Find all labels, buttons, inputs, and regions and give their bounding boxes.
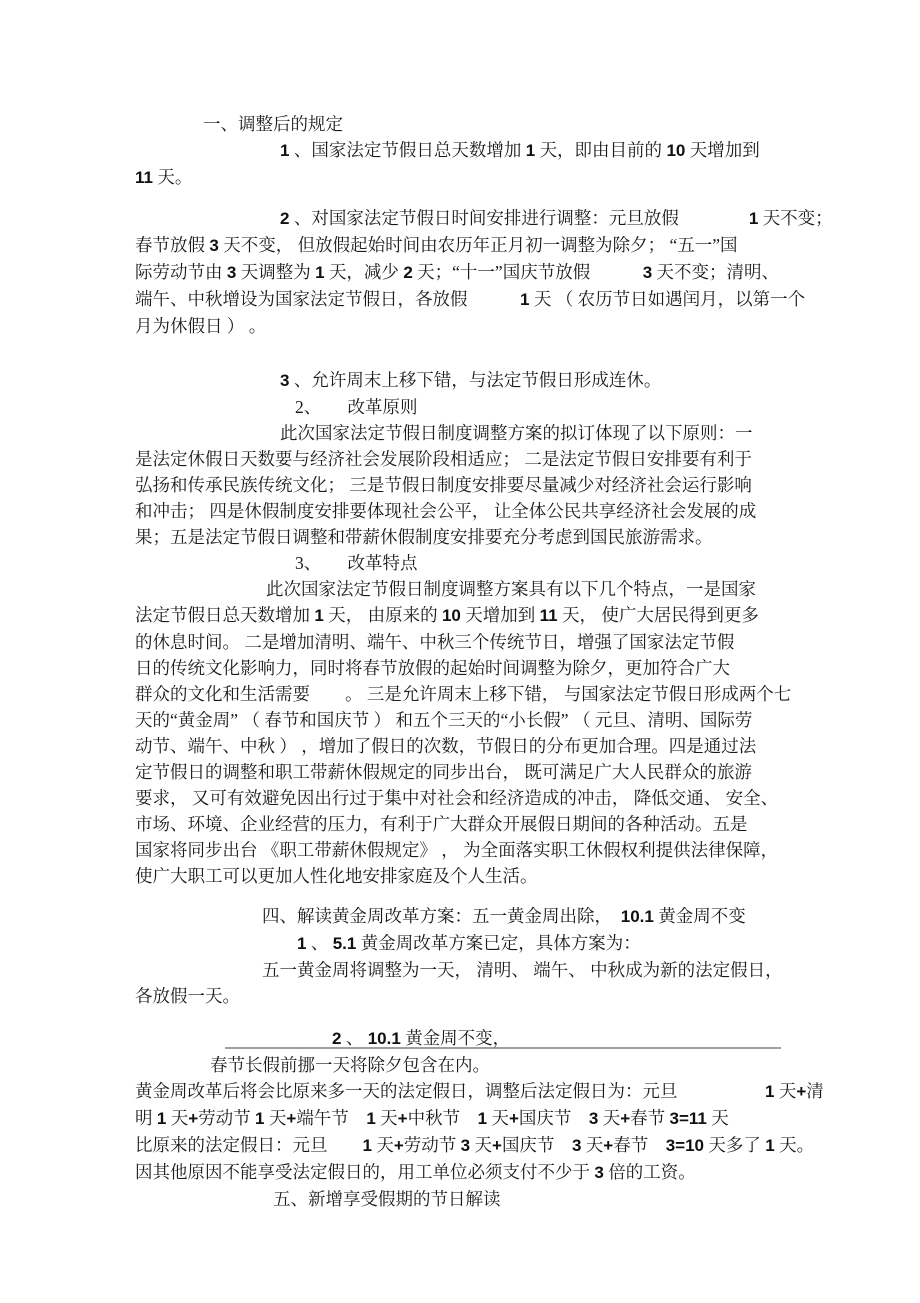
cjk-text: 3、 改革特点	[295, 553, 418, 573]
cjk-text: 天	[166, 1108, 189, 1128]
cjk-text: 天， 由原来的	[323, 605, 442, 625]
cjk-text: 倍的工资。	[603, 1162, 696, 1182]
numeric-text: 2	[280, 209, 290, 228]
text-line	[135, 1105, 920, 1132]
cjk-text: 国庆节	[518, 1108, 589, 1128]
text-line	[262, 903, 920, 930]
text-line	[135, 1078, 920, 1105]
numeric-text: +	[603, 1136, 614, 1155]
text-line	[280, 137, 920, 164]
cjk-text: 一、调整后的规定	[203, 114, 343, 134]
cjk-text: 比原来的法定假日：元旦	[135, 1135, 328, 1155]
text-line	[135, 446, 920, 472]
numeric-text: 1	[748, 209, 759, 228]
numeric-text: 3	[571, 1136, 582, 1155]
cjk-text	[679, 208, 749, 228]
cjk-text: 天不变；清明、	[652, 262, 780, 282]
cjk-text: 端午、中秋增设为国家法定节假日，各放假	[135, 289, 468, 309]
numeric-text: 3	[280, 371, 290, 390]
cjk-text: 2、 改革原则	[295, 397, 418, 417]
cjk-text: 天	[371, 1135, 394, 1155]
text-line	[135, 707, 920, 733]
numeric-text: 2	[403, 263, 413, 282]
cjk-text: 春节	[613, 1135, 666, 1155]
numeric-text: 2	[332, 1029, 342, 1048]
text-line	[135, 681, 920, 707]
cjk-text: 天多了	[704, 1135, 766, 1155]
cjk-text	[328, 1135, 363, 1155]
cjk-text: 此次国家法定节假日制度调整方案具有以下几个特点，一是国家	[266, 579, 756, 599]
numeric-text: +	[620, 1109, 631, 1128]
cjk-text: 天	[774, 1081, 797, 1101]
cjk-text	[468, 289, 521, 309]
cjk-text: 、允许周末上移下错，与法定节假日形成连休。	[289, 370, 662, 390]
text-line	[297, 930, 920, 957]
numeric-text: 1	[314, 606, 324, 625]
text-line	[280, 420, 920, 446]
cjk-text: 此次国家法定节假日制度调整方案的拟订体现了以下原则：一	[280, 423, 753, 443]
cjk-text: 市场、环境、企业经营的压力，有利于广大群众开展假日期间的各种活动。五是	[135, 814, 748, 834]
numeric-text: 10.1	[367, 1029, 401, 1048]
cjk-text: 月为休假日 ） 。	[135, 316, 267, 336]
numeric-text: +	[393, 1136, 404, 1155]
numeric-text: 3	[588, 1109, 599, 1128]
cjk-text: 黄金周不变	[653, 906, 746, 926]
text-line	[273, 1186, 920, 1212]
text-line	[135, 498, 920, 524]
cjk-text: 黄金周不变，	[400, 1028, 511, 1048]
numeric-text: 1	[315, 263, 325, 282]
numeric-text: 3	[226, 263, 237, 282]
text-line	[135, 811, 920, 837]
numeric-text: +	[796, 1082, 807, 1101]
numeric-text: 3=10	[665, 1136, 705, 1155]
cjk-text: 、	[341, 1028, 368, 1048]
cjk-text: 果；五是法定节假日调整和带薪休假制度安排要充分考虑到国民旅游需求。	[135, 527, 713, 547]
cjk-text: 使广大职工可以更加人性化地安排家庭及个人生活。	[135, 866, 538, 886]
text-line	[135, 837, 920, 863]
cjk-text: 因其他原因不能享受法定假日的，用工单位必须支付不少于	[135, 1162, 595, 1182]
cjk-text: 天不变；	[758, 208, 833, 228]
cjk-text: 中秋节	[407, 1108, 478, 1128]
cjk-text: 弘扬和传承民族传统文化； 三是节假日制度安排要尽量减少对经济社会运行影响	[135, 475, 752, 495]
cjk-text: 动节、端午、中秋 ） ，增加了假日的次数，节假日的分布更加合理。四是通过法	[135, 736, 757, 756]
cjk-text: 和冲击； 四是休假制度安排要体现社会公平， 让全体公民共享经济社会发展的成	[135, 501, 757, 521]
text-line	[135, 629, 920, 655]
cjk-text: 、对国家法定节假日时间安排进行调整：元旦放假	[289, 208, 679, 228]
numeric-text: 1	[156, 1109, 167, 1128]
cjk-text: 春节	[630, 1108, 670, 1128]
numeric-text: 1	[362, 1136, 372, 1155]
cjk-text: 五、新增享受假期的节日解读	[273, 1189, 501, 1209]
text-line	[135, 983, 920, 1009]
numeric-text: 10.1	[620, 907, 654, 926]
cjk-text	[310, 684, 345, 704]
text-line	[295, 394, 920, 420]
cjk-text: 天增加到	[460, 605, 540, 625]
text-line	[135, 1132, 920, 1159]
cjk-text: 各放假一天。	[135, 986, 240, 1006]
numeric-text: 1	[280, 141, 290, 160]
numeric-text: 1	[765, 1136, 775, 1155]
text-line	[135, 759, 920, 785]
text-line	[266, 576, 920, 602]
text-line	[280, 367, 920, 394]
cjk-text	[590, 262, 643, 282]
numeric-text: 3=11	[669, 1109, 707, 1128]
cjk-text: 、	[306, 933, 333, 953]
numeric-text: 5.1	[332, 934, 357, 953]
numeric-text: +	[508, 1109, 519, 1128]
text-line	[135, 733, 920, 759]
cjk-text: 天	[264, 1108, 287, 1128]
cjk-text: 天，即由目前的	[535, 140, 667, 160]
text-line	[135, 313, 920, 339]
cjk-text: 天	[598, 1108, 621, 1128]
numeric-text: 1	[477, 1109, 488, 1128]
cjk-text: 天	[487, 1108, 509, 1128]
cjk-text: 际劳动节由	[135, 262, 227, 282]
cjk-text: 端午节	[296, 1108, 367, 1128]
numeric-text: 1	[297, 934, 307, 953]
cjk-text: 天的“黄金周” （ 春节和国庆节 ） 和五个三天的“小长假” （ 元旦、清明、国际劳	[135, 710, 753, 730]
numeric-text: 11	[539, 606, 558, 625]
cjk-text: 定节假日的调整和职工带薪休假规定的同步出台， 既可满足广大人民群众的旅游	[135, 762, 752, 782]
cjk-text: 天增加到	[685, 140, 760, 160]
cjk-text: 国家将同步出台 《职工带薪休假规定》 ， 为全面落实职工休假权利提供法律保障，	[135, 840, 779, 860]
cjk-text: 劳动节	[403, 1135, 461, 1155]
cjk-text: 天不变， 但放假起始时间由农历年正月初一调整为除夕； “五一”国	[218, 235, 738, 255]
cjk-text: 五一黄金周将调整为一天， 清明、 端午、 中秋成为新的法定假日，	[262, 960, 783, 980]
cjk-text: 是法定休假日天数要与经济社会发展阶段相适应； 二是法定节假日安排要有利于	[135, 449, 752, 469]
cjk-text: 群众的文化和生活需要	[135, 684, 310, 704]
text-line	[280, 205, 920, 232]
cjk-text: 天；“十一”国庆节放假	[412, 262, 591, 282]
numeric-text: 3	[594, 1163, 604, 1182]
text-line	[135, 863, 920, 889]
text-line	[135, 286, 920, 313]
cjk-text: 天， 使广大居民得到更多	[557, 605, 759, 625]
cjk-text: 天 （ 农历节日如遇闰月，以第一个	[529, 289, 806, 309]
cjk-text: 、国家法定节假日总天数增加	[289, 140, 526, 160]
numeric-text: 1	[366, 1109, 376, 1128]
cjk-text: 春节长假前挪一天将除夕包含在内。	[210, 1055, 490, 1075]
text-line	[203, 111, 920, 137]
text-line	[135, 472, 920, 498]
text-line	[135, 259, 920, 286]
numeric-text: 3	[460, 1136, 471, 1155]
cjk-text: 天	[581, 1135, 604, 1155]
cjk-text: 明	[135, 1108, 157, 1128]
cjk-text: 国庆节	[501, 1135, 572, 1155]
cjk-text: 法定节假日总天数增加	[135, 605, 315, 625]
cjk-text: 清	[806, 1081, 824, 1101]
cjk-text: 四、解读黄金周改革方案：五一黄金周出除，	[262, 906, 621, 926]
cjk-text: 天。	[152, 167, 193, 187]
text-line	[135, 164, 920, 191]
text-line	[135, 232, 920, 259]
numeric-text: +	[286, 1109, 297, 1128]
cjk-text: 天。	[774, 1135, 815, 1155]
numeric-text: +	[492, 1136, 502, 1155]
text-line	[135, 785, 920, 811]
numeric-text: 1	[520, 290, 530, 309]
cjk-text: 天，减少	[324, 262, 404, 282]
cjk-text: 春节放假	[135, 235, 210, 255]
numeric-text: 3	[642, 263, 653, 282]
cjk-text: 黄金周改革后将会比原来多一天的法定假日，调整后法定假日为：元旦	[135, 1081, 678, 1101]
text-line	[135, 602, 920, 629]
cjk-text: 天	[375, 1108, 398, 1128]
numeric-text: 1	[765, 1082, 775, 1101]
numeric-text: 11	[135, 168, 153, 187]
numeric-text: 10	[666, 141, 686, 160]
text-line	[135, 1159, 920, 1186]
cjk-text: 天调整为	[236, 262, 316, 282]
text-line	[262, 957, 920, 983]
cjk-text: 日的传统文化影响力，同时将春节放假的起始时间调整为除夕，更加符合广大	[135, 658, 730, 678]
cjk-text: 黄金周改革方案已定，具体方案为：	[356, 933, 641, 953]
numeric-text: 3	[209, 236, 219, 255]
numeric-text: 1	[525, 141, 536, 160]
cjk-text: 天	[706, 1108, 729, 1128]
cjk-text: 要求， 又可有效避免因出行过于集中对社会和经济造成的冲击， 降低交通、 安全、	[135, 788, 779, 808]
numeric-text: 10	[441, 606, 461, 625]
cjk-text: 天	[470, 1135, 492, 1155]
text-line	[135, 524, 920, 550]
cjk-text: 。 三是允许周末上移下错， 与国家法定节假日形成两个七	[345, 684, 792, 704]
text-line	[210, 1052, 920, 1078]
cjk-text	[678, 1081, 766, 1101]
numeric-text: +	[397, 1109, 408, 1128]
text-line	[135, 655, 920, 681]
numeric-text: 1	[255, 1109, 265, 1128]
text-line	[295, 550, 920, 576]
cjk-text: 的休息时间。 二是增加清明、端午、中秋三个传统节日，增强了国家法定节假	[135, 632, 735, 652]
numeric-text: +	[188, 1109, 199, 1128]
cjk-text: 劳动节	[198, 1108, 256, 1128]
